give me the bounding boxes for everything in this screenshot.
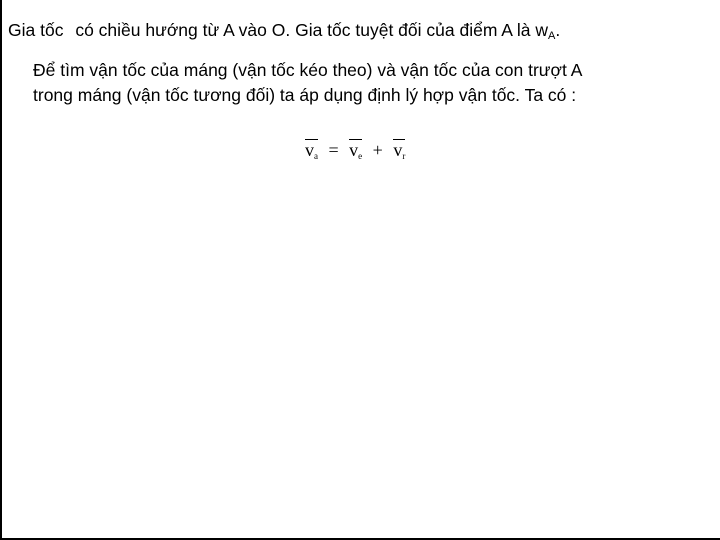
vector-bar	[305, 139, 318, 140]
velocity-paragraph	[33, 58, 713, 108]
vector-symbol: v	[393, 140, 403, 160]
transport-velocity-vector	[349, 136, 362, 168]
plus-sign: +	[372, 140, 383, 160]
vector-bar	[393, 139, 405, 140]
vector-subscript: a	[314, 151, 318, 161]
relative-velocity-vector	[393, 136, 405, 168]
acceleration-text: có chiều hướng từ A vào O. Gia tốc tuyệt đối của điểm A là w	[75, 20, 548, 40]
absolute-velocity-vector	[305, 136, 318, 168]
velocity-formula	[305, 136, 405, 168]
acceleration-period: .	[555, 20, 561, 40]
vector-subscript: r	[402, 151, 406, 161]
paragraph-line-1: Để tìm vận tốc của máng (vận tốc kéo theo) và vận tốc của con trượt A	[33, 60, 583, 80]
paragraph-line-2: trong máng (vận tốc tương đối) ta áp dụng định lý hợp vận tốc. Ta có :	[33, 85, 577, 105]
vector-bar	[349, 139, 362, 140]
equals-sign: =	[328, 140, 339, 160]
acceleration-subscript: A	[548, 30, 556, 42]
acceleration-line	[8, 18, 560, 48]
vector-symbol: v	[349, 140, 359, 160]
vector-subscript: e	[358, 151, 363, 161]
vector-symbol: v	[305, 140, 314, 160]
acceleration-label: Gia tốc	[8, 20, 64, 40]
